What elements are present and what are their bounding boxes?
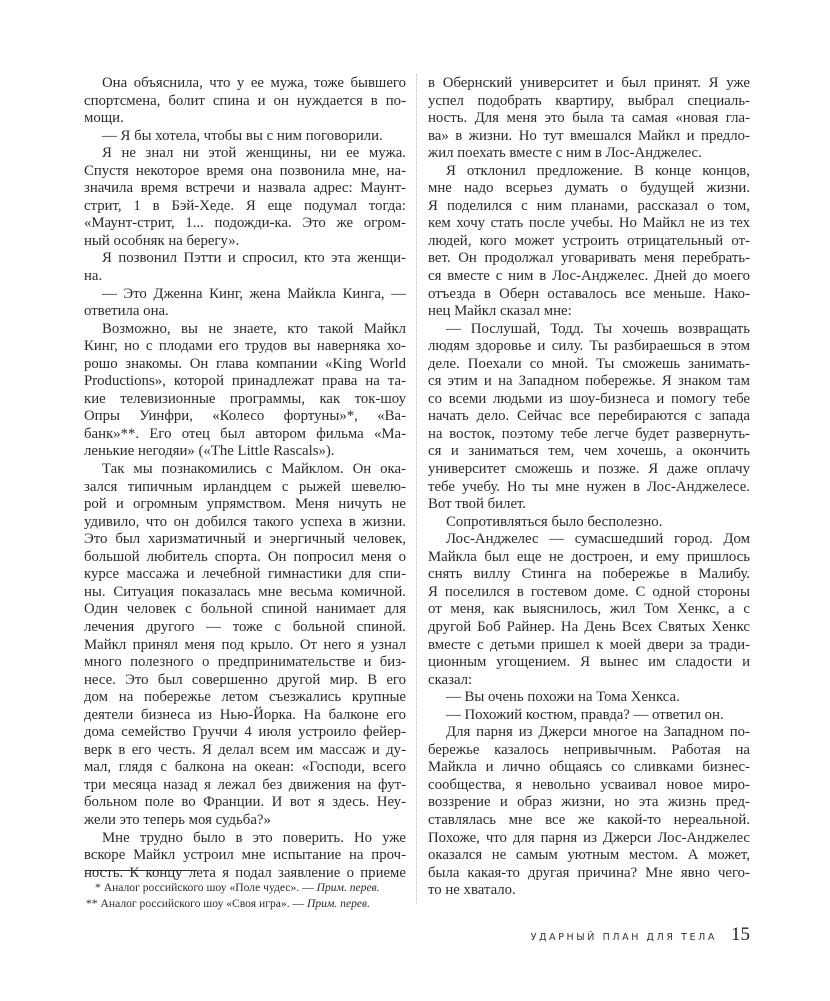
text-line: мощи. <box>84 110 124 127</box>
text-line: Она объяснила, что у ее мужа, тоже бывшего <box>102 75 406 91</box>
text-line: деятели бизнеса из Нью-Йорка. На балконе его <box>84 706 406 723</box>
text-line: Майкла и лично общаясь со сливками бизнес- <box>428 759 750 776</box>
footnote-2 <box>86 896 370 912</box>
text-line: вскоре Майкл устроил мне испытание на проч- <box>84 847 406 864</box>
text-line: стрит, 1 в Бэй-Хеде. Я еще подумал тогда: <box>84 197 406 214</box>
paragraph <box>428 531 750 689</box>
text-line: деле. Поехали со мной. Ты сможешь занимать- <box>428 355 750 372</box>
text-line: кем хочу стать после учебы. Но Майкл не из тех <box>428 215 750 232</box>
text-line: ленькие негодяи» («The Little Rascals»). <box>84 443 335 460</box>
text-line: удивило, что он добился такого успеха в жизни. <box>84 513 406 530</box>
text-line: — Это Дженна Кинг, жена Майкла Кинга, — <box>102 285 406 302</box>
paragraph <box>84 830 406 883</box>
text-line: — Похожий костюм, правда? — ответил он. <box>446 706 724 723</box>
text-line: вет. Он продолжал уговаривать меня перебрать- <box>428 250 750 267</box>
text-line: — Я бы хотела, чтобы вы с ним поговорили. <box>102 127 383 144</box>
text-line: сообщества, я невольно усваивал новое миро- <box>428 776 750 793</box>
footnote-note: Прим. перев. <box>316 881 380 894</box>
text-line: кие телевизионные программы, как ток-шоу <box>84 390 406 407</box>
text-line: ответила она. <box>84 303 169 320</box>
text-line: людей, кого может устроить отрицательный от- <box>428 232 750 249</box>
text-line: начать дело. Сейчас все перебираются с запада <box>428 408 750 425</box>
paragraph <box>84 461 406 829</box>
footnote-note: Прим. перев. <box>306 897 370 910</box>
text-line: другой Боб Райнер. На День Всех Святых Хенкс <box>428 618 750 635</box>
text-line: значила время встречи и назвала адрес: Маунт- <box>84 180 406 197</box>
text-line: тебе учебу. Но ты мне нужен в Лос-Анджелесе. <box>428 478 750 495</box>
text-line: Майкл принял меня под крыло. От него я узнал <box>84 636 406 653</box>
page-number: 15 <box>731 924 750 945</box>
text-line: курсе массажа и лечебной гимнастики для спи- <box>84 566 406 583</box>
text-line: Я поделился с ним планами, рассказал о том, <box>428 197 750 214</box>
text-line: мал, глядя с балкона на океан: «Господи, всего <box>84 759 406 776</box>
text-line: отъезда в Оберн оставалось все меньше. Нако- <box>428 285 750 302</box>
text-line: Вот твой билет. <box>428 496 527 513</box>
text-line: Я отклонил предложение. В конце концов, <box>446 162 750 179</box>
text-line: Мне трудно было в это поверить. Но уже <box>102 829 406 846</box>
text-line: людям здоровье и силу. Ты разбираешься в этом <box>428 338 750 355</box>
text-line: сказал: <box>428 671 473 688</box>
running-title: УДАРНЫЙ ПЛАН ДЛЯ ТЕЛА <box>530 932 717 943</box>
text-line: Похоже, что для парня из Джерси Лос-Анджелес <box>428 829 750 846</box>
paragraph <box>428 75 750 163</box>
paragraph <box>84 286 406 321</box>
text-line: Так мы познакомились с Майклом. Он ока- <box>102 461 406 478</box>
text-line: жели это теперь моя судьба?» <box>84 811 271 828</box>
paragraph <box>428 514 750 532</box>
text-line: на восток, поэтому тебе легче будет развернуть- <box>428 425 750 442</box>
text-line: ный особняк на берегу». <box>84 232 240 249</box>
paragraph <box>428 163 750 321</box>
text-line: университет сможешь и позже. Я даже оплачу <box>428 461 750 478</box>
text-line: была какая-то другая причина? Мне явно чего- <box>428 864 750 881</box>
text-line: в Обернский университет и был принят. Я уже <box>428 75 750 91</box>
text-line: Лос-Анджелес — сумасшедший город. Дом <box>446 531 750 548</box>
footnote-text: * Аналог российского шоу «Поле чудес». — <box>95 881 317 894</box>
text-line: больном поле во Франции. И вот я здесь. Неу- <box>84 794 406 811</box>
text-line: Для парня из Джерси многое на Западном по- <box>446 724 750 741</box>
paragraph <box>84 128 406 146</box>
text-line: вместе с детьми пришел к моей двери за тради- <box>428 636 750 653</box>
text-line: со всеми людьми из шоу-бизнеса и помогу тебе <box>428 390 750 407</box>
text-line: рошо знакомы. Он глава компании «King World <box>84 355 406 372</box>
text-line: воззрение и образ жизни, но эта жизнь пред- <box>428 794 750 811</box>
text-line: Productions», которой принадлежат права на та- <box>84 373 406 390</box>
text-line: нец Майкл сказал мне: <box>428 303 572 320</box>
paragraph <box>84 145 406 250</box>
text-line: Это был харизматичный и энергичный человек, <box>84 531 406 548</box>
text-line: Я поселился в гостевом доме. С одной стороны <box>428 583 750 600</box>
text-line: на. <box>84 268 103 285</box>
text-line: то не хватало. <box>428 882 516 899</box>
page-footer <box>531 924 750 946</box>
text-line: верк в его честь. Я делал всем им массаж и ду- <box>84 741 406 758</box>
text-line: Кинг, но с плодами его трудов вы наверняка хо- <box>84 338 406 355</box>
text-line: от меня, как выяснилось, жил Том Хенкс, а с <box>428 601 750 618</box>
text-line: Один человек с больной спиной нанимает для <box>84 601 406 618</box>
text-line: дом на побережье летом съезжались крупные <box>84 689 406 706</box>
text-line: успел подобрать квартиру, выбрал специаль- <box>428 92 750 109</box>
text-line: Возможно, вы не знаете, кто такой Майкл <box>102 320 406 337</box>
text-line: несе. Это был совершенно другой мир. В его <box>84 671 406 688</box>
text-line: три месяца назад я лежал без движения на фут- <box>84 776 406 793</box>
text-line: «Маунт-стрит, 1... подожди-ка. Это же огром- <box>84 215 406 232</box>
text-line: зался типичным ирландцем с рыжей шевелю- <box>84 478 406 495</box>
text-line: рой и огромным упрямством. Меня ничуть не <box>84 496 406 513</box>
paragraph <box>84 250 406 285</box>
text-line: Сопротивляться было бесполезно. <box>446 513 663 530</box>
text-line: много полезного о предпринимательстве и биз- <box>84 654 406 671</box>
footnote-1 <box>95 880 380 896</box>
text-line: жил поехать вместе с ним в Лос-Анджелес. <box>428 145 702 162</box>
text-line: Я позвонил Пэтти и спросил, кто эта женщи- <box>102 250 406 267</box>
text-line: ся вместе с ним в Лос-Анджелес. Дней до моего <box>428 268 750 285</box>
paragraph <box>84 75 406 128</box>
paragraph <box>428 321 750 514</box>
text-line: Спустя некоторое время она позвонила мне, на- <box>84 162 406 179</box>
paragraph <box>428 707 750 725</box>
text-line: ны. Ситуация показалась мне весьма комичной. <box>84 583 406 600</box>
text-line: Опры Уинфри, «Колесо фортуны»*, «Ва- <box>84 408 406 425</box>
text-line: дома семейство Груччи 4 июля устроило фейер- <box>84 724 406 741</box>
text-line: — Послушай, Тодд. Ты хочешь возвращать <box>446 320 750 337</box>
text-line: банк»**. Его отец был автором фильма «Ма- <box>84 425 406 442</box>
text-line: ставлялась мне все же какой-то нереальной. <box>428 811 750 828</box>
right-column <box>428 75 750 900</box>
text-line: Я не знал ни этой женщины, ни ее мужа. <box>102 145 406 162</box>
left-column <box>84 75 406 882</box>
text-line: снять виллу Стинга на побережье в Малибу. <box>428 566 750 583</box>
text-line: ся этим и на Западном побережье. Я знаком там <box>428 373 750 390</box>
paragraph <box>84 321 406 461</box>
text-line: бережье казалось непривычным. Работая на <box>428 741 750 758</box>
text-line: ционным угощением. Я вынес им сладости и <box>428 654 750 671</box>
text-line: спортсмена, болит спина и он нуждается в по- <box>84 92 406 109</box>
text-line: мне надо всерьез думать о будущей жизни. <box>428 180 750 197</box>
text-line: — Вы очень похожи на Тома Хенкса. <box>446 689 680 706</box>
text-line: большой любитель спорта. Он попросил меня о <box>84 548 406 565</box>
text-line: ность. К концу лета я подал заявление о приеме <box>84 864 406 881</box>
text-line: оказался не самым уютным местом. А может, <box>428 847 750 864</box>
footnote-text: ** Аналог российского шоу «Своя игра». — <box>86 897 307 910</box>
text-line: ся и заниматься тем, чем хочешь, а окончить <box>428 443 750 460</box>
text-line: ность. Для меня это была та самая «новая гла- <box>428 110 750 127</box>
footnote-rule <box>85 870 197 871</box>
text-line: лечения другого — тоже с больной спиной. <box>84 618 406 635</box>
paragraph <box>428 724 750 899</box>
paragraph <box>428 689 750 707</box>
column-divider <box>416 74 417 904</box>
text-line: ва» в жизни. Но тут вмешался Майкл и предло- <box>428 127 750 144</box>
text-line: Майкла был еще не достроен, и ему пришлось <box>428 548 750 565</box>
